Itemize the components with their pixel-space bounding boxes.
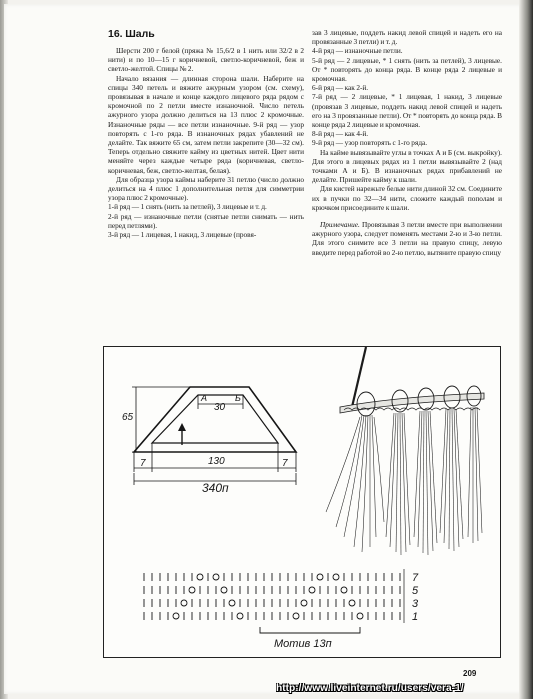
row-2-instruction: 2-й ряд — изнаночные петли (снятые петли снимать — нить перед петлями). xyxy=(108,211,304,230)
motif-label: Мотив 13п xyxy=(274,638,332,650)
note-label: Примечание. xyxy=(320,220,360,230)
crochet-hook xyxy=(352,347,366,407)
motif-bracket xyxy=(260,627,360,633)
arrow-head-icon xyxy=(178,423,186,431)
note-paragraph xyxy=(312,220,502,257)
label-65: 65 xyxy=(122,412,134,423)
row-number-7: 7 xyxy=(412,572,419,584)
row-number-1: 1 xyxy=(412,611,419,623)
chart-row-7 xyxy=(144,573,400,581)
chart-row-3 xyxy=(144,599,400,607)
tassels-paragraph: Для кистей нарежьте белые нити длиной 32 см. Соедините их в пучки по 32—34 нити, сложите каждый пополам и крючком присоедините к шали. xyxy=(312,184,502,212)
row-number-3: 3 xyxy=(412,598,419,610)
instructions-paragraph: Начало вязания — длинная сторона шали. Наберите на спицы 340 петель и вяжите ажурным узором (см. схему), провязывая в начале и конце каждого лицевого ряда рядом с кромочной по 2 петли вместе изнаночной. Число петель ажурного узора должно делиться на 13 плюс 2 кромочные. Изнаночные ряды — все петли изнаночные. 9-й ряд — узор повторять с 1-го ряда. В изнаночных рядах убавлений не делайте. Так вяжите 65 см, затем петли закрепите (30—32 см). Теперь отдельно свяжите кайму из цветных нитей. Цвет нити меняйте через каждые четыре ряда (коричневая, светло-коричневая, беж, светло-желтая, белая). xyxy=(108,73,304,175)
page-number: 209 xyxy=(463,669,477,678)
text-column-left xyxy=(108,28,304,239)
tassel-strands xyxy=(326,407,482,555)
border-sample-paragraph: Для образца узора каймы наберите 31 петлю (число должно делиться на 4 плюс 1 дополнительная петля для симметрии узора плюс 2 кромочные). xyxy=(108,174,304,203)
row-1-instruction: 1-й ряд — 1 снять (нить за петлей), 3 лицевые и т. д. xyxy=(108,202,267,212)
row-number-5: 5 xyxy=(412,585,419,597)
watermark-url: http://www.liveinternet.ru/users/vera-1/ xyxy=(276,683,464,694)
label-7-left: 7 xyxy=(140,458,146,469)
chart-labels xyxy=(274,572,419,650)
row-9-instruction: 9-й ряд — узор повторять с 1-го ряда. xyxy=(312,138,428,148)
shawl-outline xyxy=(134,387,296,452)
tassel-illustration xyxy=(326,347,484,555)
binder-shadow-right xyxy=(519,0,533,699)
chart-row-1 xyxy=(144,612,400,620)
chart-row-5 xyxy=(144,586,400,594)
corners-paragraph: На кайме вывязывайте углы в точках А и Б (см. выкройку). Для этого в лицевых рядах из 1 петли вывязывайте 2 (над точками А и Б). В изнаночных рядах прибавлений не делайте. Пришейте кайму к шали. xyxy=(312,147,502,185)
row-5-instruction: 5-й ряд — 2 лицевые, * 1 снять (нить за петлей), 3 лицевые. От * повторять до конца ряда. В конце ряда 2 лицевые и кромочная. xyxy=(312,55,502,84)
knitting-chart xyxy=(144,569,404,633)
row-4-instruction: 4-й ряд — изнаночные петли. xyxy=(312,46,403,56)
row-7-instruction: 7-й ряд — 2 лицевые, * 1 лицевая, 1 накид, 3 лицевые (провязав 3 лицевые, поддеть накид левой спицей и надеть его на 3 провязанные петли). От * повторять до конца ряда. В конце ряда 2 лицевые и кромочная. xyxy=(312,92,502,130)
text-column-right xyxy=(312,28,502,257)
illustration-svg xyxy=(104,347,500,657)
illustration-frame xyxy=(103,346,501,658)
row-8-instruction: 8-й ряд — как 4-й. xyxy=(312,129,369,139)
materials-paragraph: Шерсти 200 г белой (пряжа № 15,6/2 в 1 нить или 32/2 в 2 нити) и по 10—15 г коричневой, светло-коричневой, беж и светло-желтой. Спицы № 2. xyxy=(108,46,304,74)
row-3-instruction: 3-й ряд — 1 лицевая, 1 накид, 3 лицевые (провя- xyxy=(108,230,257,240)
label-340: 340п xyxy=(202,481,229,495)
label-130: 130 xyxy=(208,456,225,467)
shawl-edge xyxy=(340,393,484,413)
label-7-right: 7 xyxy=(282,458,288,469)
row-6-instruction: 6-й ряд — как 2-й. xyxy=(312,83,369,93)
label-30: 30 xyxy=(214,402,226,413)
row-3-continued: зав 3 лицевые, поддеть накид левой спицей и надеть его на провязанные 3 петли) и т. д. xyxy=(312,28,502,47)
article-heading: 16. Шаль xyxy=(108,28,155,40)
magazine-page xyxy=(4,4,525,694)
schematic-labels xyxy=(122,393,288,495)
label-b: Б xyxy=(235,393,241,403)
label-a: А xyxy=(201,393,208,403)
note-text: Провязывая 3 петли вместе при выполнении ажурного узора, следует поменять местами 2-ю и 3-ю петли. Для этого снимите все 3 петли на правую спицу, левую введите перед работой во 2-ю петлю, вытяните правую спицу xyxy=(312,220,502,257)
